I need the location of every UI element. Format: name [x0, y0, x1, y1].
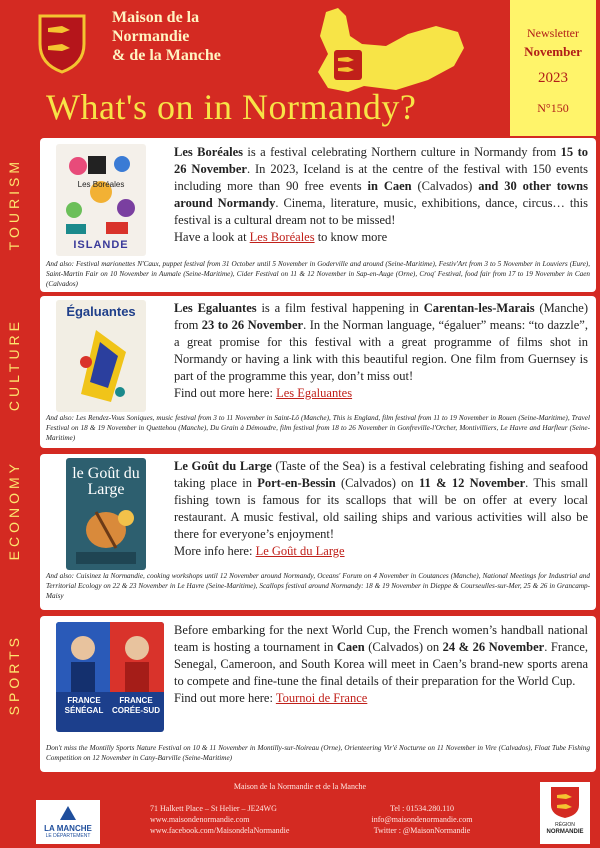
lead-title: Les Egaluantes — [174, 301, 257, 315]
poster-egaluantes — [56, 300, 146, 412]
newsletter-number: N°150 — [537, 101, 569, 115]
text-part: is a film festival happening in — [256, 301, 424, 315]
logo-la-manche — [36, 800, 100, 844]
lead-title: Le Goût du Large — [174, 459, 272, 473]
logo-left-title: LA MANCHE — [44, 824, 92, 833]
brand-line-1: Maison de la — [112, 9, 200, 26]
also-text: And also: Les Rendez-Vous Soniques, music festival from 3 to 11 November in Saint-Lô (Manche), This is England, film festival from 11 to 19 November in Rouen (Seine-Maritime), Travel Festival on 18 & 19 November in Quettehou (Manche), Du Grain à Démoudre, film festival from 18 to 26 November in Gonfreville-l'Orcher, Montivilliers, Le Havre and Harfleur (Seine-Maritime) — [46, 414, 590, 442]
side-label-culture: CULTURE — [6, 318, 22, 412]
place-bold: Caen — [336, 640, 365, 654]
newsletter-month: November — [524, 44, 582, 59]
footer — [0, 778, 600, 848]
section-tourism — [40, 138, 596, 292]
normandy-map — [268, 6, 468, 94]
cta-text: More info here: — [174, 544, 256, 558]
footer-web[interactable]: www.maisondenormandie.com — [150, 815, 250, 824]
section-text — [174, 622, 588, 707]
poster-gout-du-large — [66, 458, 146, 570]
newsletter-badge — [510, 0, 596, 136]
link-tournoi-de-france[interactable]: Tournoi de France — [275, 691, 368, 705]
cta-after: to know more — [314, 230, 388, 244]
also-text: And also: Cuisinez la Normandie, cooking workshops until 12 November around Normandy, Oceans' Forum on 4 November in Coutances (Manche), National Meetings for Industrial and Territorial Ecology on 22 & 23 November in Le Havre (Seine-Maritime), Scallops festival around Normandy: 18 & 19 November in Dieppe & Courseulles-sur-Mer, 25 & 26 in Grancamp-Maisy — [46, 572, 590, 600]
poster-left-text: FRANCE SÉNÉGAL — [64, 696, 104, 715]
text-part: is a festival celebrating Northern culture in Normandy from — [243, 145, 561, 159]
cta-text: Have a look at — [174, 230, 250, 244]
place-bold: Carentan-les-Marais — [423, 301, 535, 315]
coat-of-arms — [36, 10, 88, 74]
brand-line-3: & de la Manche — [112, 47, 221, 64]
poster-text: Égaluantes — [66, 304, 136, 319]
place-bold: Port-en-Bessin — [257, 476, 336, 490]
text-part: . In the Norman language, “égaluer” means: “to dazzle”, a great promise for this festival with a great programme of films shot in Normandy or having a link with this beautiful region. One film from Guernsey is part of the programme this year, don’t miss out! — [174, 318, 588, 383]
footer-tel: Tel : 01534.280.110 — [389, 804, 455, 813]
newsletter-label: Newsletter — [527, 26, 579, 40]
place-bold: and 30 other towns around Normandy — [174, 179, 588, 210]
text-part: Before embarking for the next World Cup, the French women’s handball national team is hosting a tournament in — [174, 623, 588, 654]
text-part: (Calvados) — [411, 179, 479, 193]
section-economy — [40, 454, 596, 610]
section-sports — [40, 616, 596, 772]
footer-address: 71 Halkett Place – St Helier – JE24WG — [150, 804, 277, 813]
side-label-sports: SPORTS — [6, 634, 22, 716]
logo-region-normandie — [540, 782, 590, 844]
text-part: (Calvados) on — [335, 476, 419, 490]
logo-left-subtitle: LE DÉPARTEMENT — [45, 833, 91, 839]
poster-caption: Les Boréales — [77, 180, 125, 189]
side-label-tourism: TOURISM — [6, 158, 22, 251]
date-bold: 15 to 26 November — [174, 145, 588, 176]
cta-text: Find out more here: — [174, 691, 276, 705]
text-part: . This small fishing town is famous for its scallops that will be on offer at every local restaurant. A music festival, old sailing ships and various activities will also be there for everyone’s enjoyment! — [174, 476, 588, 541]
section-text — [174, 300, 588, 402]
also-text: And also: Festival marionettes N'Caux, puppet festival from 31 October until 5 November in Goderville and around (Seine-Maritime), Festiv'Art from 3 to 5 November in Louviers (Eure), Saint-Martin Fair on 10 November in Aumale (Seine-Maritime), Cider Festival on 11 & 12 November in Sap-en-Auge (Orne), Croq' Festival, food fair from 17 to 19 November in Caen (Calvados) — [46, 260, 590, 288]
also-text: Don't miss the Montilly Sports Nature Festival on 10 & 11 November in Montilly-sur-Noireau (Orne), Orienteering Vir'é Nocturne on 11 November in Vire (Calvados), Float Tube Fishing Competition on 12 November in Cany-Barville (Seine-Maritime) — [46, 744, 590, 762]
page-title: What's on in Normandy? — [46, 87, 417, 127]
newsletter-year: 2023 — [538, 70, 568, 86]
link-les-egaluantes[interactable]: Les Egaluantes — [276, 386, 353, 400]
footer-twitter[interactable]: Twitter : @MaisonNormandie — [373, 826, 471, 835]
section-text — [174, 144, 588, 246]
link-gout-du-large[interactable]: Le Goût du Large — [255, 544, 345, 558]
date-bold: 24 & 26 November — [442, 640, 545, 654]
brand-name — [112, 8, 221, 65]
brand-line-2: Normandie — [112, 28, 190, 45]
cta-text: Find out more here: — [174, 386, 277, 400]
text-part: . In 2023, Iceland is at the centre of the festival with 150 events including more than 90 free events — [174, 162, 588, 193]
footer-facebook[interactable]: www.facebook.com/MaisondelaNormandie — [150, 826, 290, 835]
section-text — [174, 458, 588, 560]
footer-org: Maison de la Normandie et de la Manche — [233, 782, 367, 791]
link-les-boreales[interactable]: Les Boréales — [249, 230, 315, 244]
lead-title: Les Boréales — [174, 145, 243, 159]
section-culture — [40, 296, 596, 448]
poster-text: ISLANDE — [73, 239, 129, 251]
text-part: (Calvados) on — [364, 640, 443, 654]
text-part: . Cinema, literature, music, exhibitions, dance, circus… this festival is a cultural dream not to be missed! — [174, 196, 588, 227]
text-part: . France, Senegal, Cameroon, and South Korea will meet in Caen’s brand-new sports arena to compete and fine-tune the final details of their preparation for the World Cup. — [174, 640, 589, 688]
date-bold: 11 & 12 November — [418, 476, 526, 490]
text-part: (Manche) from — [174, 301, 588, 332]
poster-les-boreales — [56, 144, 146, 256]
side-label-economy: ECONOMY — [6, 460, 22, 561]
logo-right-region: RÉGION — [555, 822, 575, 828]
poster-text: le Goût du Large — [72, 465, 140, 498]
poster-right-text: FRANCE CORÉE-SUD — [111, 696, 160, 715]
place-bold: in Caen — [367, 179, 412, 193]
text-part: (Taste of the Sea) is a festival celebrating fishing and seafood taking place in — [174, 459, 588, 490]
date-bold: 23 to 26 November — [201, 318, 304, 332]
logo-right-normandie: NORMANDIE — [546, 829, 584, 835]
footer-email[interactable]: info@maisondenormandie.com — [371, 815, 473, 824]
poster-handball — [56, 622, 164, 732]
